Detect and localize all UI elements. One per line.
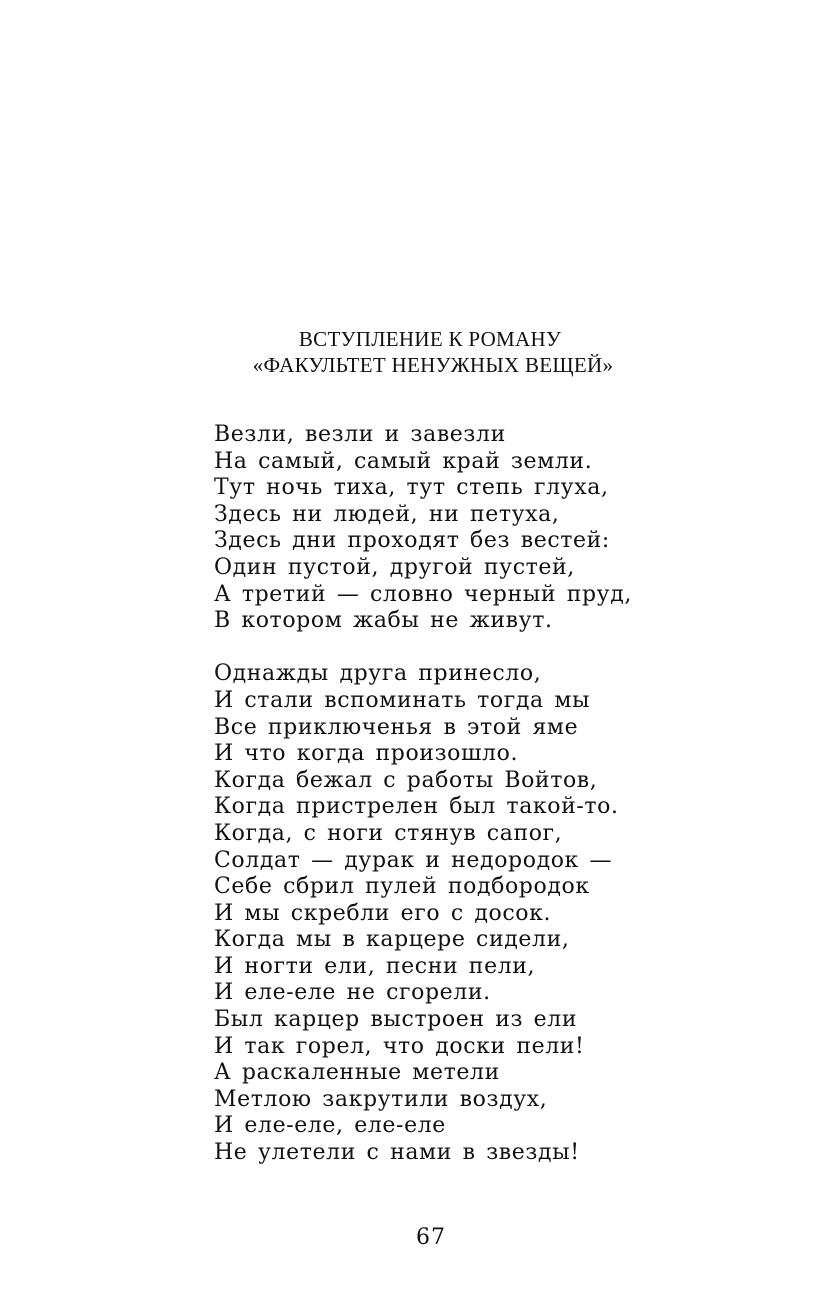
verse-line: Однажды друга принесло, xyxy=(214,661,542,687)
title-line-1: ВСТУПЛЕНИЕ К РОМАНУ xyxy=(298,327,562,351)
verse-line: На самый, самый край земли. xyxy=(214,448,593,474)
verse-line: Метлою закрутили воздух, xyxy=(214,1086,548,1112)
verse-line: И ногти ели, песни пели, xyxy=(214,953,536,979)
title-line-2: «ФАКУЛЬТЕТ НЕНУЖНЫХ ВЕЩЕЙ» xyxy=(252,353,614,377)
verse-line: Когда, с ноги стянув сапог, xyxy=(214,820,563,846)
verse-line: Здесь ни людей, ни петуха, xyxy=(214,501,560,527)
verse-line: И стали вспоминать тогда мы xyxy=(214,687,591,713)
stanza-2 xyxy=(214,661,814,1166)
verse-line: Когда бежал с работы Войтов, xyxy=(214,767,598,793)
page-number: 67 xyxy=(416,1225,446,1250)
verse-line: А третий — словно черный пруд, xyxy=(214,581,632,607)
verse-line: И так горел, что доски пели! xyxy=(214,1033,585,1059)
verse-line: Был карцер выстроен из ели xyxy=(214,1007,578,1033)
verse-line: И мы скребли его с досок. xyxy=(214,900,552,926)
verse-line: Солдат — дурак и недородок — xyxy=(214,847,613,873)
verse-line: А раскаленные метели xyxy=(214,1060,500,1086)
verse-line: Все приключенья в этой яме xyxy=(214,714,579,740)
verse-line: Тут ночь тиха, тут степь глуха, xyxy=(214,475,609,501)
verse-line: Один пустой, другой пустей, xyxy=(214,554,575,580)
verse-line: Себе сбрил пулей подбородок xyxy=(214,874,590,900)
poem-title xyxy=(0,326,830,378)
stanza-1 xyxy=(214,422,814,635)
verse-line: Не улетели с нами в звезды! xyxy=(214,1140,580,1166)
verse-line: Здесь дни проходят без вестей: xyxy=(214,528,610,554)
verse-line: Когда мы в карцере сидели, xyxy=(214,927,570,953)
verse-line: В котором жабы не живут. xyxy=(214,608,553,634)
verse-line: И что когда произошло. xyxy=(214,741,519,767)
verse-line: И еле-еле, еле-еле xyxy=(214,1113,446,1139)
verse-line: Когда пристрелен был такой-то. xyxy=(214,794,619,820)
verse-line: И еле-еле не сгорели. xyxy=(214,980,491,1006)
verse-line: Везли, везли и завезли xyxy=(214,422,506,447)
poem-body xyxy=(214,422,814,1167)
